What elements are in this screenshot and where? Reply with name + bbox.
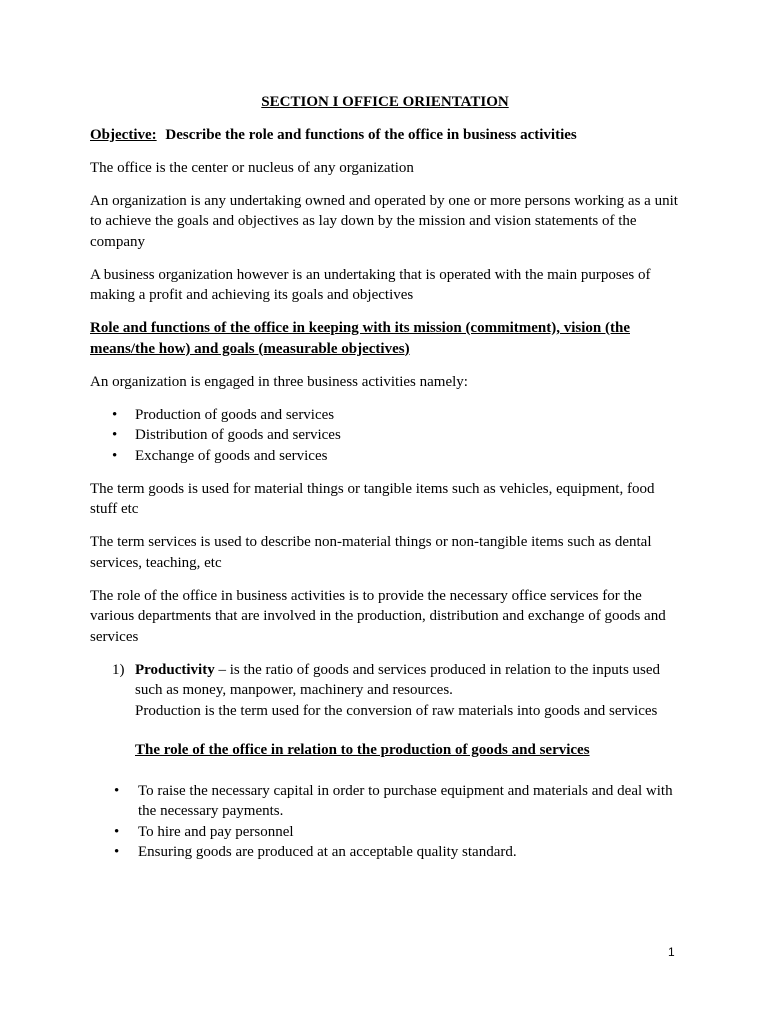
- activities-list: [90, 405, 680, 467]
- numbered-item: [90, 660, 680, 722]
- production-heading: The role of the office in relation to the production of goods and services: [135, 742, 590, 758]
- paragraph: The role of the office in business activities is to provide the necessary office services for the various departments that are involved in the production, distribution and exchange of goods and services: [90, 587, 666, 645]
- list-item: • Ensuring goods are produced at an acceptable quality standard.: [90, 842, 680, 863]
- list-item: • To raise the necessary capital in order to purchase equipment and materials and deal with the necessary payments.: [90, 781, 680, 822]
- objective-line: [90, 125, 680, 146]
- activities-intro: An organization is engaged in three business activities namely:: [90, 373, 468, 390]
- paragraph: The office is the center or nucleus of any organization: [90, 159, 414, 176]
- production-roles-list: [90, 781, 680, 863]
- document-body: [90, 92, 680, 863]
- role-heading: Role and functions of the office in keeping with its mission (commitment), vision (the means/the how) and goals (measurable objectives): [90, 320, 630, 357]
- list-item: • Production of goods and services: [90, 405, 680, 426]
- objective-label: Objective:: [90, 126, 157, 143]
- paragraph: The term services is used to describe non-material things or non-tangible items such as dental services, teaching, etc: [90, 534, 652, 571]
- production-definition: Production is the term used for the conversion of raw materials into goods and services: [135, 702, 658, 719]
- numbered-list: [90, 660, 680, 722]
- paragraph: A business organization however is an undertaking that is operated with the main purposes of making a profit and achieving its goals and objectives: [90, 266, 651, 303]
- list-item: • Distribution of goods and services: [90, 425, 680, 446]
- paragraph: An organization is any undertaking owned and operated by one or more persons working as a unit to achieve the goals and objectives as lay down by the mission and vision statements of the company: [90, 192, 678, 250]
- productivity-definition: – is the ratio of goods and services produced in relation to the inputs used such as money, manpower, machinery and resources.: [135, 661, 661, 698]
- paragraph: The term goods is used for material things or tangible items such as vehicles, equipment, food stuff etc: [90, 480, 655, 517]
- list-item: • Exchange of goods and services: [90, 446, 680, 467]
- item-number: 1): [112, 661, 125, 678]
- section-title: SECTION I OFFICE ORIENTATION: [261, 94, 509, 110]
- list-item: • To hire and pay personnel: [90, 822, 680, 843]
- objective-text: Describe the role and functions of the office in business activities: [165, 126, 577, 143]
- productivity-term: Productivity: [135, 661, 215, 678]
- page-number: 1: [668, 945, 675, 959]
